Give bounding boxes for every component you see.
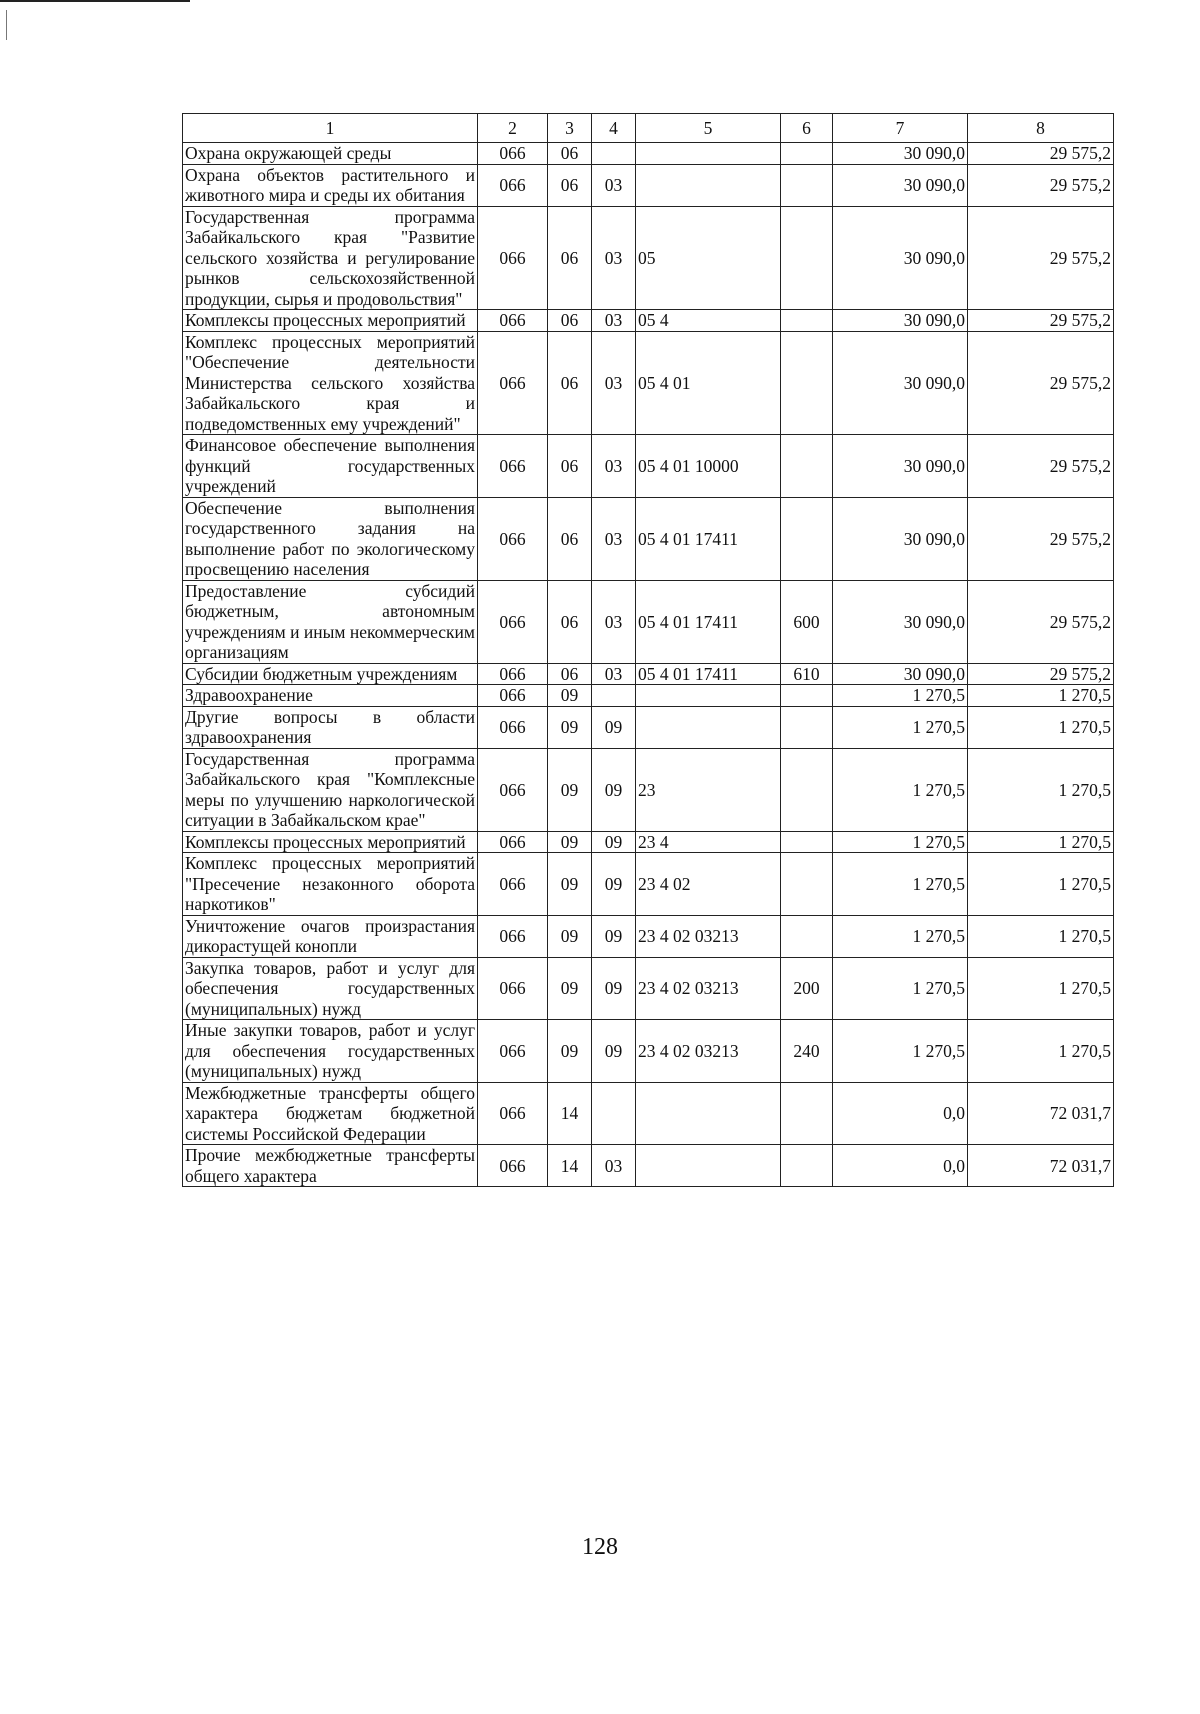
cell-expense-type (781, 831, 833, 853)
row-name: Межбюджетные трансферты общего характера бюджетам бюджетной системы Российской Федерации (183, 1082, 478, 1145)
cell-target-article: 23 4 02 03213 (636, 915, 781, 957)
cell-subsection: 03 (592, 164, 636, 206)
cell-expense-type: 200 (781, 957, 833, 1020)
row-name: Прочие межбюджетные трансферты общего характера (183, 1145, 478, 1187)
table-row (183, 1020, 1114, 1083)
table-row (183, 206, 1114, 310)
scan-edge-artifact (6, 10, 7, 40)
cell-subsection: 03 (592, 435, 636, 498)
cell-subsection (592, 685, 636, 707)
row-name: Другие вопросы в области здравоохранения (183, 706, 478, 748)
cell-section: 06 (548, 580, 592, 663)
cell-ministry-code: 066 (478, 831, 548, 853)
cell-amount-col8: 29 575,2 (968, 497, 1114, 580)
cell-expense-type (781, 143, 833, 165)
cell-subsection: 09 (592, 957, 636, 1020)
cell-amount-col8: 72 031,7 (968, 1082, 1114, 1145)
cell-target-article: 23 (636, 748, 781, 831)
row-name: Здравоохранение (183, 685, 478, 707)
table-row (183, 497, 1114, 580)
cell-target-article: 05 4 01 17411 (636, 497, 781, 580)
cell-subsection: 03 (592, 310, 636, 332)
scan-border-artifact (0, 0, 190, 2)
cell-section: 09 (548, 1020, 592, 1083)
cell-subsection: 09 (592, 706, 636, 748)
cell-subsection: 03 (592, 206, 636, 310)
row-name: Государственная программа Забайкальского края "Развитие сельского хозяйства и регулирование рынков сельскохозяйственной продукции, сырья и продовольствия" (183, 206, 478, 310)
cell-ministry-code: 066 (478, 497, 548, 580)
header-col-4: 4 (592, 114, 636, 143)
cell-subsection (592, 1082, 636, 1145)
cell-section: 09 (548, 685, 592, 707)
cell-target-article: 05 4 01 10000 (636, 435, 781, 498)
table-row (183, 1082, 1114, 1145)
header-col-6: 6 (781, 114, 833, 143)
cell-expense-type (781, 853, 833, 916)
cell-section: 06 (548, 497, 592, 580)
cell-target-article: 05 4 01 (636, 331, 781, 435)
cell-target-article: 23 4 (636, 831, 781, 853)
cell-ministry-code: 066 (478, 331, 548, 435)
cell-target-article (636, 143, 781, 165)
cell-subsection: 03 (592, 663, 636, 685)
cell-subsection: 03 (592, 497, 636, 580)
cell-target-article: 05 4 01 17411 (636, 663, 781, 685)
cell-target-article (636, 1082, 781, 1145)
cell-amount-col7: 1 270,5 (833, 915, 968, 957)
cell-amount-col8: 29 575,2 (968, 435, 1114, 498)
cell-amount-col7: 0,0 (833, 1082, 968, 1145)
cell-expense-type (781, 706, 833, 748)
cell-amount-col7: 1 270,5 (833, 685, 968, 707)
cell-ministry-code: 066 (478, 748, 548, 831)
cell-amount-col7: 1 270,5 (833, 831, 968, 853)
table-row (183, 748, 1114, 831)
cell-amount-col8: 29 575,2 (968, 663, 1114, 685)
cell-section: 06 (548, 310, 592, 332)
cell-amount-col7: 1 270,5 (833, 957, 968, 1020)
page-number: 128 (582, 1534, 618, 1560)
cell-amount-col8: 72 031,7 (968, 1145, 1114, 1187)
row-name: Иные закупки товаров, работ и услуг для обеспечения государственных (муниципальных) нужд (183, 1020, 478, 1083)
cell-subsection (592, 143, 636, 165)
cell-amount-col7: 30 090,0 (833, 310, 968, 332)
cell-section: 09 (548, 957, 592, 1020)
header-col-1: 1 (183, 114, 478, 143)
header-col-3: 3 (548, 114, 592, 143)
cell-amount-col8: 1 270,5 (968, 915, 1114, 957)
cell-amount-col7: 30 090,0 (833, 497, 968, 580)
row-name: Предоставление субсидий бюджетным, автономным учреждениям и иным некоммерческим организациям (183, 580, 478, 663)
cell-target-article: 05 (636, 206, 781, 310)
cell-subsection: 09 (592, 853, 636, 916)
cell-target-article (636, 164, 781, 206)
cell-amount-col7: 30 090,0 (833, 206, 968, 310)
table-row (183, 435, 1114, 498)
cell-target-article: 23 4 02 (636, 853, 781, 916)
cell-amount-col8: 1 270,5 (968, 1020, 1114, 1083)
cell-expense-type (781, 164, 833, 206)
header-row (183, 114, 1114, 143)
table-row (183, 310, 1114, 332)
cell-section: 06 (548, 143, 592, 165)
row-name: Субсидии бюджетным учреждениям (183, 663, 478, 685)
cell-ministry-code: 066 (478, 435, 548, 498)
header-col-2: 2 (478, 114, 548, 143)
row-name: Уничтожение очагов произрастания дикорастущей конопли (183, 915, 478, 957)
cell-amount-col7: 30 090,0 (833, 580, 968, 663)
cell-target-article: 23 4 02 03213 (636, 957, 781, 1020)
cell-section: 09 (548, 831, 592, 853)
cell-ministry-code: 066 (478, 853, 548, 916)
header-col-7: 7 (833, 114, 968, 143)
cell-section: 09 (548, 915, 592, 957)
cell-amount-col7: 30 090,0 (833, 143, 968, 165)
cell-amount-col8: 29 575,2 (968, 206, 1114, 310)
table-row (183, 915, 1114, 957)
cell-expense-type (781, 915, 833, 957)
cell-amount-col7: 30 090,0 (833, 164, 968, 206)
cell-ministry-code: 066 (478, 1145, 548, 1187)
cell-expense-type (781, 1082, 833, 1145)
cell-amount-col8: 29 575,2 (968, 143, 1114, 165)
cell-subsection: 03 (592, 1145, 636, 1187)
cell-expense-type (781, 331, 833, 435)
cell-amount-col7: 0,0 (833, 1145, 968, 1187)
cell-target-article: 05 4 (636, 310, 781, 332)
cell-target-article: 05 4 01 17411 (636, 580, 781, 663)
cell-section: 09 (548, 748, 592, 831)
cell-subsection: 09 (592, 748, 636, 831)
cell-expense-type (781, 497, 833, 580)
cell-amount-col7: 30 090,0 (833, 331, 968, 435)
cell-expense-type (781, 748, 833, 831)
cell-subsection: 03 (592, 580, 636, 663)
cell-expense-type (781, 206, 833, 310)
cell-expense-type: 610 (781, 663, 833, 685)
row-name: Охрана объектов растительного и животного мира и среды их обитания (183, 164, 478, 206)
cell-ministry-code: 066 (478, 685, 548, 707)
cell-expense-type (781, 435, 833, 498)
row-name: Комплексы процессных мероприятий (183, 310, 478, 332)
cell-amount-col8: 29 575,2 (968, 331, 1114, 435)
cell-amount-col8: 29 575,2 (968, 164, 1114, 206)
table-row (183, 143, 1114, 165)
cell-amount-col8: 1 270,5 (968, 853, 1114, 916)
table-row (183, 853, 1114, 916)
cell-amount-col8: 1 270,5 (968, 706, 1114, 748)
cell-section: 09 (548, 706, 592, 748)
cell-ministry-code: 066 (478, 143, 548, 165)
cell-subsection: 09 (592, 1020, 636, 1083)
table-row (183, 331, 1114, 435)
cell-subsection: 09 (592, 915, 636, 957)
cell-amount-col8: 1 270,5 (968, 957, 1114, 1020)
cell-ministry-code: 066 (478, 1082, 548, 1145)
cell-expense-type (781, 685, 833, 707)
row-name: Государственная программа Забайкальского края "Комплексные меры по улучшению наркологической ситуации в Забайкальском крае" (183, 748, 478, 831)
cell-amount-col8: 29 575,2 (968, 580, 1114, 663)
cell-section: 06 (548, 435, 592, 498)
cell-amount-col7: 1 270,5 (833, 1020, 968, 1083)
cell-amount-col8: 1 270,5 (968, 685, 1114, 707)
cell-ministry-code: 066 (478, 957, 548, 1020)
cell-amount-col7: 1 270,5 (833, 748, 968, 831)
cell-section: 06 (548, 206, 592, 310)
table-row (183, 580, 1114, 663)
row-name: Комплекс процессных мероприятий "Обеспечение деятельности Министерства сельского хозяйства Забайкальского края и подведомственных ему учреждений" (183, 331, 478, 435)
cell-target-article (636, 706, 781, 748)
header-col-8: 8 (968, 114, 1114, 143)
cell-subsection: 03 (592, 331, 636, 435)
cell-section: 14 (548, 1145, 592, 1187)
table-row (183, 685, 1114, 707)
cell-section: 06 (548, 164, 592, 206)
table-row (183, 706, 1114, 748)
cell-amount-col7: 30 090,0 (833, 663, 968, 685)
cell-target-article (636, 1145, 781, 1187)
cell-ministry-code: 066 (478, 706, 548, 748)
cell-expense-type: 600 (781, 580, 833, 663)
cell-ministry-code: 066 (478, 164, 548, 206)
cell-expense-type (781, 1145, 833, 1187)
cell-ministry-code: 066 (478, 310, 548, 332)
cell-subsection: 09 (592, 831, 636, 853)
cell-ministry-code: 066 (478, 1020, 548, 1083)
cell-section: 06 (548, 663, 592, 685)
cell-expense-type: 240 (781, 1020, 833, 1083)
cell-amount-col7: 1 270,5 (833, 706, 968, 748)
table-row (183, 663, 1114, 685)
cell-ministry-code: 066 (478, 580, 548, 663)
row-name: Охрана окружающей среды (183, 143, 478, 165)
cell-amount-col7: 1 270,5 (833, 853, 968, 916)
cell-ministry-code: 066 (478, 663, 548, 685)
row-name: Комплекс процессных мероприятий "Пресечение незаконного оборота наркотиков" (183, 853, 478, 916)
cell-amount-col7: 30 090,0 (833, 435, 968, 498)
cell-expense-type (781, 310, 833, 332)
row-name: Обеспечение выполнения государственного задания на выполнение работ по экологическому просвещению населения (183, 497, 478, 580)
row-name: Комплексы процессных мероприятий (183, 831, 478, 853)
row-name: Закупка товаров, работ и услуг для обеспечения государственных (муниципальных) нужд (183, 957, 478, 1020)
cell-section: 14 (548, 1082, 592, 1145)
cell-amount-col8: 1 270,5 (968, 748, 1114, 831)
cell-target-article: 23 4 02 03213 (636, 1020, 781, 1083)
cell-target-article (636, 685, 781, 707)
row-name: Финансовое обеспечение выполнения функций государственных учреждений (183, 435, 478, 498)
cell-ministry-code: 066 (478, 206, 548, 310)
cell-ministry-code: 066 (478, 915, 548, 957)
cell-amount-col8: 29 575,2 (968, 310, 1114, 332)
table-row (183, 164, 1114, 206)
budget-table (182, 113, 1114, 1187)
cell-section: 06 (548, 331, 592, 435)
cell-amount-col8: 1 270,5 (968, 831, 1114, 853)
table-row (183, 1145, 1114, 1187)
table-row (183, 957, 1114, 1020)
cell-section: 09 (548, 853, 592, 916)
header-col-5: 5 (636, 114, 781, 143)
table-row (183, 831, 1114, 853)
